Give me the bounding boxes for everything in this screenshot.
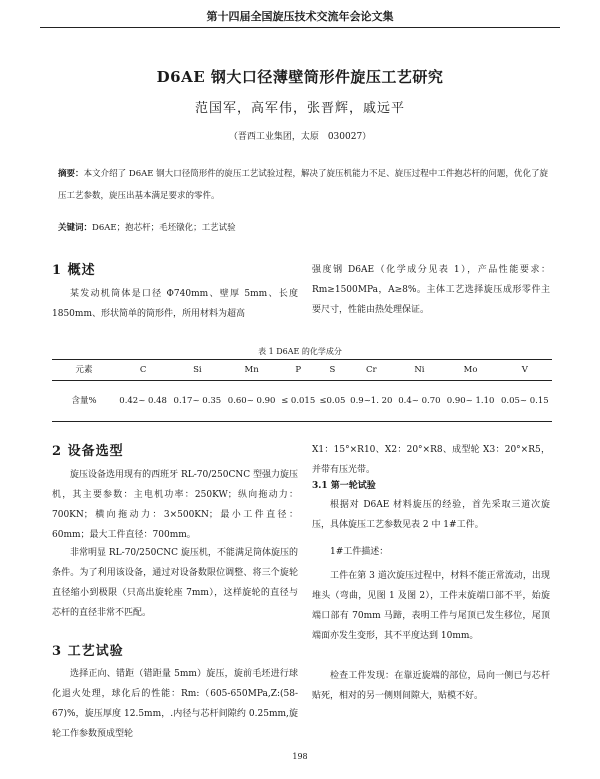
subsection-3-1-para: 根据对 D6AE 材料旋压的经验，首先采取三道次旋压，具体旋压工艺参数见表 2 中 1#工件。 <box>312 500 550 530</box>
section-1-para-left: 某发动机筒体是口径 Φ740mm、壁厚 5mm、长度 1850mm、形状简单的筒形件，所用材料为超高 <box>52 289 298 319</box>
table-cell: 0.9~1. 20 <box>347 381 395 422</box>
authors: 范国军，高军伟，张晋辉，戚远平 <box>194 101 405 116</box>
table-cell: 0.60~ 0.90 <box>225 381 279 422</box>
table-cell: 0.17~ 0.35 <box>170 381 224 422</box>
table-row <box>52 381 552 422</box>
section-1-para-right: 强度钢 D6AE（化学成分见表 1），产品性能要求：Rm≥1500MPa，A≥8%。主体工艺选择旋压成形零件主要尺寸，性能由热处理保证。 <box>312 265 550 315</box>
table-header-cell: Cr <box>347 360 395 381</box>
table-cell: ≤ 0.015 <box>279 381 318 422</box>
table-header-cell: V <box>498 360 552 381</box>
abstract-text: 本文介绍了 D6AE 钢大口径筒形件的旋压工艺试验过程，解决了旋压机能力不足、旋压过程中工件抱芯杆的问题，优化了旋压工艺参数，旋压出基本满足要求的零件。 <box>58 169 548 201</box>
table-header-cell: Si <box>170 360 224 381</box>
table-cell: 0.4~ 0.70 <box>395 381 443 422</box>
keywords-label: 关键词： <box>58 223 93 233</box>
table-header-cell: Ni <box>395 360 443 381</box>
section-2-para-1: 旋压设备选用现有的西班牙 RL-70/250CNC 型强力旋压机，其主要参数：主电机功率：250KW；纵向拖动力：700KN；横向拖动力：3×500KN；最小工件直径：60mm；最大工件直径：700mm。 <box>52 470 298 540</box>
table-cell: 0.90~ 1.10 <box>443 381 497 422</box>
section-3-para-1: 选择正向、错距（错距量 5mm）旋压，旋前毛坯进行球化退火处理，球化后的性能：Rm:（605-650MPa,Z:(58-67)%，旋压厚度 12.5mm，.内径与芯杆间隙约 0.25mm,旋轮工作参数预成型轮 <box>52 669 298 739</box>
table-header-cell: 元素 <box>52 360 116 381</box>
keywords-text: D6AE；抱芯杆；毛坯镦化；工艺试验 <box>92 223 236 233</box>
abstract <box>58 163 548 207</box>
table-header-cell: Mo <box>443 360 497 381</box>
item-1-para-2: 检查工件发现：在靠近旋端的部位，局向一侧已与芯杆贴死，相对的另一侧则间隙大，贴模不好。 <box>312 671 550 701</box>
table-cell: 0.42~ 0.48 <box>116 381 170 422</box>
section-2-para-2: 非常明显 RL-70/250CNC 旋压机，不能满足筒体旋压的条件。为了利用该设备，通过对设备数限位调整、将三个旋轮直径缩小到极限（只高出旋轮座 7mm），这样旋轮的直径与芯杆的直径非常不匹配。 <box>52 548 298 618</box>
abstract-label: 摘要： <box>58 169 84 179</box>
table-header-cell: C <box>116 360 170 381</box>
header-rule <box>40 27 560 28</box>
item-1-para-1: 工件在第 3 道次旋压过程中，材料不能正常流动，出现堆头（弯曲，见图 1 及图 2），工件末旋端口部不平，始旋端口部有 70mm 马蹄，表明工件与尾顶已发生移位，尾顶端面亦发生变形，其不平度达到 10mm。 <box>312 571 550 641</box>
item-1-heading: 1#工件描述： <box>330 547 389 557</box>
subsection-3-1-heading: 3.1 第一轮试验 <box>312 481 376 491</box>
section-3-heading: 3 工艺试验 <box>52 644 124 659</box>
keywords <box>58 221 548 233</box>
table-1-caption: 表 1 D6AE 的化学成分 <box>258 347 342 356</box>
table-cell: ≤0.05 <box>318 381 348 422</box>
affiliation: （晋西工业集团，太原 030027） <box>228 132 372 142</box>
table-header-cell: S <box>318 360 348 381</box>
table-header-cell: P <box>279 360 318 381</box>
table-header-row <box>52 360 552 381</box>
chemical-composition-table <box>52 359 552 422</box>
section-3-para-1-continued: X1：15°×R10、X2：20°×R8、成型轮 X3：20°×R5，并带有压光带。 <box>312 445 550 475</box>
running-header: 第十四届全国旋压技术交流年会论文集 <box>206 10 394 23</box>
page-number: 198 <box>292 752 308 761</box>
table-header-cell: Mn <box>225 360 279 381</box>
table-cell: 含量% <box>52 381 116 422</box>
table-cell: 0.05~ 0.15 <box>498 381 552 422</box>
section-1-heading: 1 概述 <box>52 263 96 278</box>
section-2-heading: 2 设备选型 <box>52 444 124 459</box>
paper-title: D6AE 钢大口径薄壁筒形件旋压工艺研究 <box>156 68 444 86</box>
